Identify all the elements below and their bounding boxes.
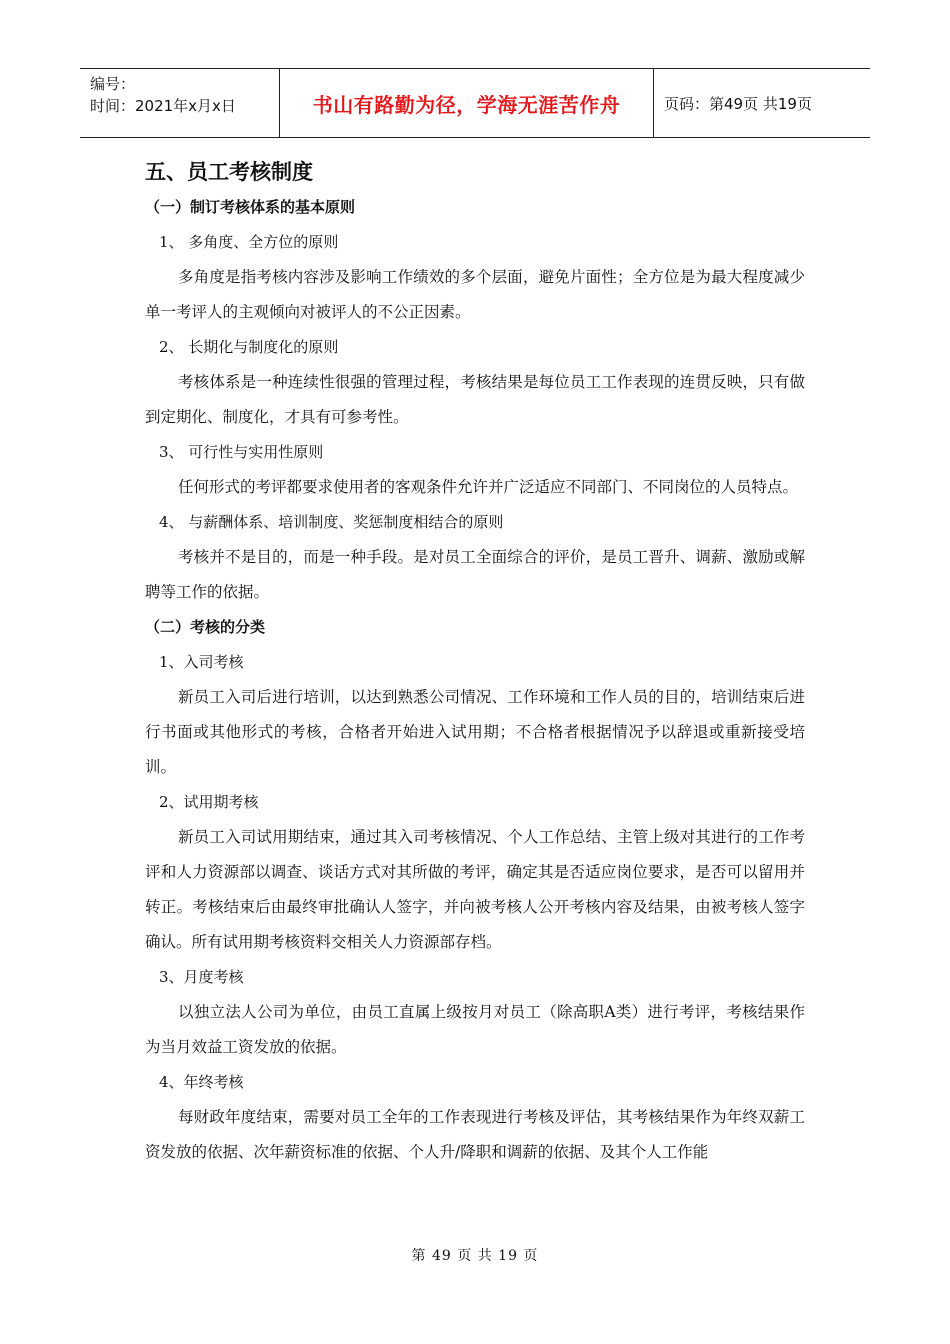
part2-item-text: 新员工入司试用期结束，通过其入司考核情况、个人工作总结、主管上级对其进行的工作考评和人力资源部以调查、谈话方式对其所做的考评，确定其是否适应岗位要求，是否可以留用并转正。考核结束后由最终审批确认人签字，并向被考核人公开考核内容及结果，由被考核人签字确认。所有试用期考核资料交相关人力资源部存档。 — [145, 828, 805, 951]
part1-item-heading: 3、 可行性与实用性原则 — [159, 443, 324, 461]
part1-item-heading: 1、 多角度、全方位的原则 — [159, 233, 339, 251]
part2-item-text: 以独立法人公司为单位，由员工直属上级按月对员工（除高职A类）进行考评，考核结果作为当月效益工资发放的依据。 — [145, 1003, 805, 1056]
part1-item-heading: 4、 与薪酬体系、培训制度、奖惩制度相结合的原则 — [159, 513, 504, 531]
part1-item-heading: 2、 长期化与制度化的原则 — [159, 338, 339, 356]
header-number: 编号： — [90, 75, 136, 93]
part2-item-text: 每财政年度结束，需要对员工全年的工作表现进行考核及评估，其考核结果作为年终双薪工资发放的依据、次年薪资标准的依据、个人升/降职和调薪的依据、及其个人工作能 — [145, 1108, 805, 1161]
part2-item-heading: 3、月度考核 — [159, 968, 244, 986]
part2-item-heading: 1、入司考核 — [159, 653, 244, 671]
section-title: 五、员工考核制度 — [145, 160, 313, 184]
header-page-code: 页码：第49页 共19页 — [664, 94, 812, 113]
header-time: 时间：2021年x月x日 — [90, 97, 236, 115]
page-footer: 第 49 页 共 19 页 — [411, 1248, 539, 1264]
part2-item-heading: 4、年终考核 — [159, 1073, 244, 1091]
document-body — [145, 154, 805, 1170]
part1-item-text: 任何形式的考评都要求使用者的客观条件允许并广泛适应不同部门、不同岗位的人员特点。 — [178, 478, 799, 496]
part2-item-heading: 2、试用期考核 — [159, 793, 259, 811]
part2-item-text: 新员工入司后进行培训，以达到熟悉公司情况、工作环境和工作人员的目的，培训结束后进行书面或其他形式的考核，合格者开始进入试用期；不合格者根据情况予以辞退或重新接受培训。 — [145, 688, 805, 776]
part1-item-text: 多角度是指考核内容涉及影响工作绩效的多个层面，避免片面性；全方位是为最大程度减少单一考评人的主观倾向对被评人的不公正因素。 — [145, 268, 805, 321]
part1-item-text: 考核体系是一种连续性很强的管理过程，考核结果是每位员工工作表现的连贯反映，只有做到定期化、制度化，才具有可参考性。 — [145, 373, 805, 426]
part1-item-text: 考核并不是目的，而是一种手段。是对员工全面综合的评价，是员工晋升、调薪、激励或解聘等工作的依据。 — [145, 548, 805, 601]
part2-title: （二）考核的分类 — [145, 618, 266, 636]
header-meta-cell — [80, 69, 280, 137]
part1-title: （一）制订考核体系的基本原则 — [145, 198, 356, 216]
page-header — [80, 68, 870, 138]
header-motto: 书山有路勤为径，学海无涯苦作舟 — [280, 69, 654, 137]
